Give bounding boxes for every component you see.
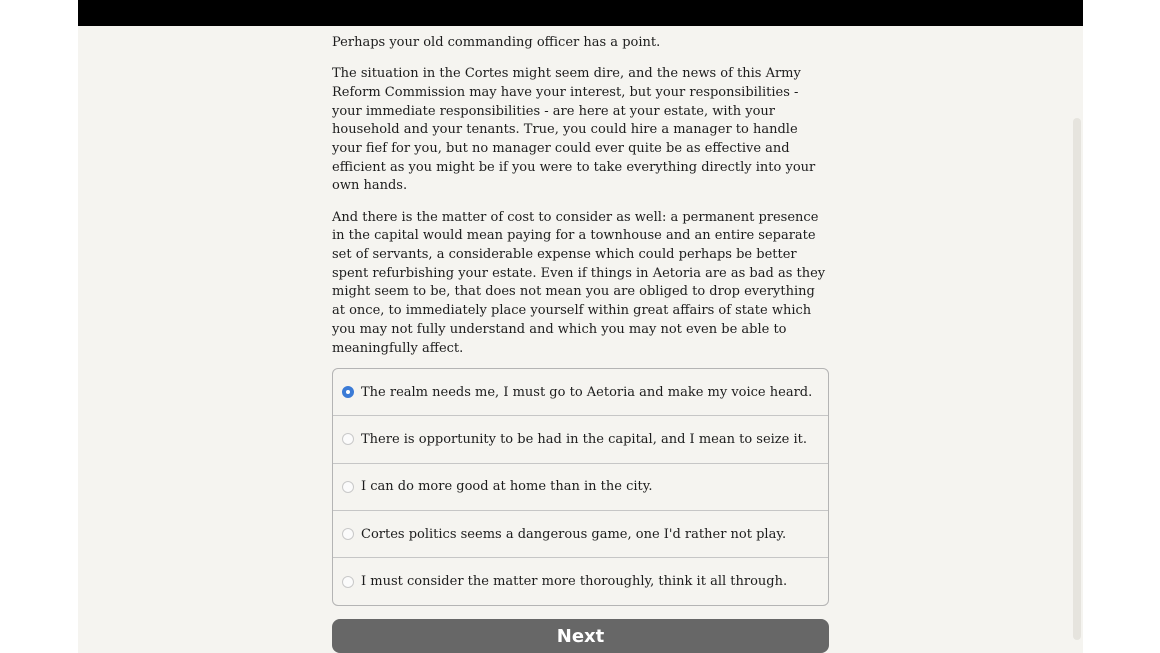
radio-icon[interactable] bbox=[342, 433, 354, 445]
radio-icon[interactable] bbox=[342, 528, 354, 540]
choice-option[interactable] bbox=[333, 369, 828, 416]
story-paragraph: And there is the matter of cost to consider as well: a permanent presence in the capital would mean paying for a townhouse and an entire separate set of servants, a considerable expense which could perhaps be better spent refurbishing your estate. Even if things in Aetoria are as bad as they might seem to be, that does not mean you are obliged to drop everything at once, to immediately place yourself within great affairs of state which you may not fully understand and which you may not even be able to meaningfully affect. bbox=[332, 209, 826, 356]
next-button[interactable]: Next bbox=[332, 619, 829, 653]
radio-icon[interactable] bbox=[342, 576, 354, 588]
radio-icon[interactable] bbox=[342, 481, 354, 493]
choice-label: There is opportunity to be had in the capital, and I mean to seize it. bbox=[361, 431, 807, 447]
top-bar bbox=[78, 0, 1083, 26]
radio-selected-icon[interactable] bbox=[342, 386, 354, 398]
choice-label: I can do more good at home than in the city. bbox=[361, 479, 653, 495]
scrollbar[interactable] bbox=[1073, 118, 1081, 640]
choice-option[interactable] bbox=[333, 464, 828, 511]
story-text bbox=[332, 34, 830, 402]
choice-option[interactable] bbox=[333, 416, 828, 463]
choice-option[interactable] bbox=[333, 511, 828, 558]
choice-label: I must consider the matter more thoroughly, think it all through. bbox=[361, 574, 788, 590]
choice-list bbox=[332, 368, 829, 606]
choice-label: The realm needs me, I must go to Aetoria and make my voice heard. bbox=[361, 384, 813, 400]
story-paragraph: The situation in the Cortes might seem dire, and the news of this Army Reform Commission may have your interest, but your responsibilities - your immediate responsibilities - are here at your estate, with your household and your tenants. True, you could hire a manager to handle your fief for you, but no manager could ever quite be as effective and efficient as you might be if you were to take everything directly into your own hands. bbox=[332, 66, 816, 194]
choice-option[interactable] bbox=[333, 558, 828, 605]
game-window bbox=[78, 0, 1083, 653]
choice-label: Cortes politics seems a dangerous game, one I'd rather not play. bbox=[361, 526, 787, 542]
story-paragraph: Perhaps your old commanding officer has a point. bbox=[332, 35, 661, 50]
